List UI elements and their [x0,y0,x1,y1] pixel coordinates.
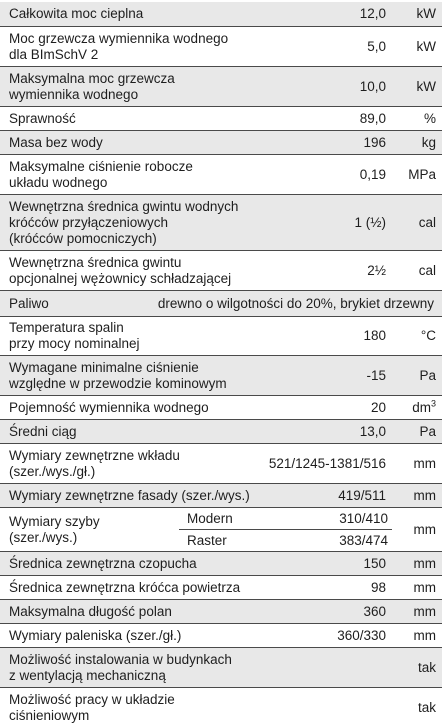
spec-unit: Pa [419,367,436,383]
spec-row-air-inlet-diameter [0,576,442,600]
spec-row-fuel [0,291,442,317]
spec-value: 419/511 [338,487,386,503]
spec-row-max-water-exchanger-power [0,67,442,107]
spec-row-max-log-length [0,600,442,624]
spec-row-glass-dimensions [0,508,442,552]
spec-unit: mm [413,455,436,471]
spec-unit: cal [418,214,436,230]
spec-label: Maksymalna moc grzewcza wymiennika wodnego [9,70,175,102]
spec-unit: mm [413,579,436,595]
spec-value: 12,0 [359,6,386,21]
spec-label: Maksymalne ciśnienie robocze układu wodnego [9,158,193,190]
spec-label: Wymagane minimalne ciśnienie względne w przewodzie kominowym [9,359,227,391]
spec-unit: mm [413,627,436,643]
spec-unit: cal [418,262,436,278]
spec-row-chimney-pressure [0,356,442,396]
spec-label: Pojemność wymiennika wodnego [9,399,209,415]
spec-value: 5,0 [367,38,386,54]
spec-value: 20 [370,399,386,415]
spec-label: Średni ciąg [9,423,77,439]
glass-variants [179,508,392,551]
spec-unit: mm [413,487,436,503]
spec-row-pressurized-system [0,688,442,728]
spec-row-mass [0,131,442,155]
spec-value: 196 [363,134,386,150]
spec-label: Wewnętrzna średnica gwintu wodnych króćców przyłączeniowych (króćców pomocniczych) [9,198,239,246]
spec-unit: kW [416,6,436,21]
spec-value: drewno o wilgotności do 20%, brykiet drzewny [157,295,434,311]
spec-row-total-power [0,2,442,27]
spec-label: Średnica zewnętrzna czopucha [9,555,197,571]
spec-row-flue-diameter [0,552,442,576]
spec-unit: mm [413,603,436,619]
glass-variant-raster [179,530,392,551]
spec-value: 10,0 [359,78,386,94]
spec-label: Możliwość instalowania w budynkach z wentylacją mechaniczną [9,651,232,683]
spec-label: Wymiary zewnętrzne fasady (szer./wys.) [9,487,250,503]
spec-value: 89,0 [359,110,386,126]
spec-label: Wymiary paleniska (szer./gł.) [9,627,182,643]
variant-name: Modern [187,510,233,526]
spec-label: Sprawność [9,110,76,126]
spec-row-cooling-coil-thread [0,251,442,291]
spec-label: Moc grzewcza wymiennika wodnego dla BImSchV 2 [9,30,229,62]
spec-unit: Pa [419,423,436,439]
spec-label: Temperatura spalin przy mocy nominalnej [9,320,140,351]
glass-variant-modern [179,508,392,530]
spec-row-exchanger-capacity [0,396,442,420]
spec-value: 13,0 [359,423,386,439]
spec-unit: tak [417,700,436,715]
spec-row-connector-thread [0,195,442,251]
spec-unit: kW [416,38,436,54]
variant-name: Raster [187,532,227,548]
spec-label: Wymiary szyby (szer./wys.) [9,513,100,545]
spec-row-firebox-dimensions [0,624,442,648]
spec-value: 521/1245-1381/516 [268,455,386,471]
spec-label: Średnica zewnętrzna króćca powietrza [9,579,241,595]
spec-value: 98 [370,579,386,595]
spec-row-average-draft [0,420,442,444]
spec-row-facade-dimensions [0,484,442,508]
variant-value: 383/474 [339,532,388,548]
spec-unit: % [423,110,436,126]
spec-value: 2½ [367,262,386,278]
spec-value: 0,19 [359,166,386,182]
spec-label: Możliwość pracy w układzie ciśnieniowym [9,692,175,723]
spec-row-flue-gas-temperature [0,317,442,356]
spec-row-efficiency [0,107,442,131]
spec-label: Maksymalna długość polan [9,603,172,619]
spec-label: Paliwo [9,295,49,311]
spec-row-insert-dimensions [0,444,442,484]
spec-value: 360 [363,603,386,619]
spec-label: Całkowita moc cieplna [9,6,144,21]
spec-value: 360/330 [337,627,386,643]
spec-value: 150 [363,555,386,571]
spec-unit: $dm^3$ [412,398,436,415]
spec-unit: kW [416,78,436,94]
spec-label: Masa bez wody [9,134,103,150]
spec-label: Wymiary zewnętrzne wkładu (szer./wys./gł.) [9,447,180,479]
spec-unit: kg [421,134,436,150]
variant-value: 310/410 [339,510,388,526]
spec-unit: MPa [408,166,436,182]
spec-row-max-pressure [0,155,442,195]
spec-unit: mm [413,555,436,571]
spec-unit: tak [417,659,436,675]
spec-value: 1 (½) [354,214,386,230]
spec-unit: °C [420,328,436,343]
spec-row-water-exchanger-bimschv [0,27,442,67]
spec-value: -15 [366,367,386,383]
spec-unit: mm [413,521,436,537]
spec-value: 180 [363,328,386,343]
spec-row-mechanical-ventilation [0,648,442,688]
spec-label: Wewnętrzna średnica gwintu opcjonalnej wężownicy schładzającej [9,254,232,286]
